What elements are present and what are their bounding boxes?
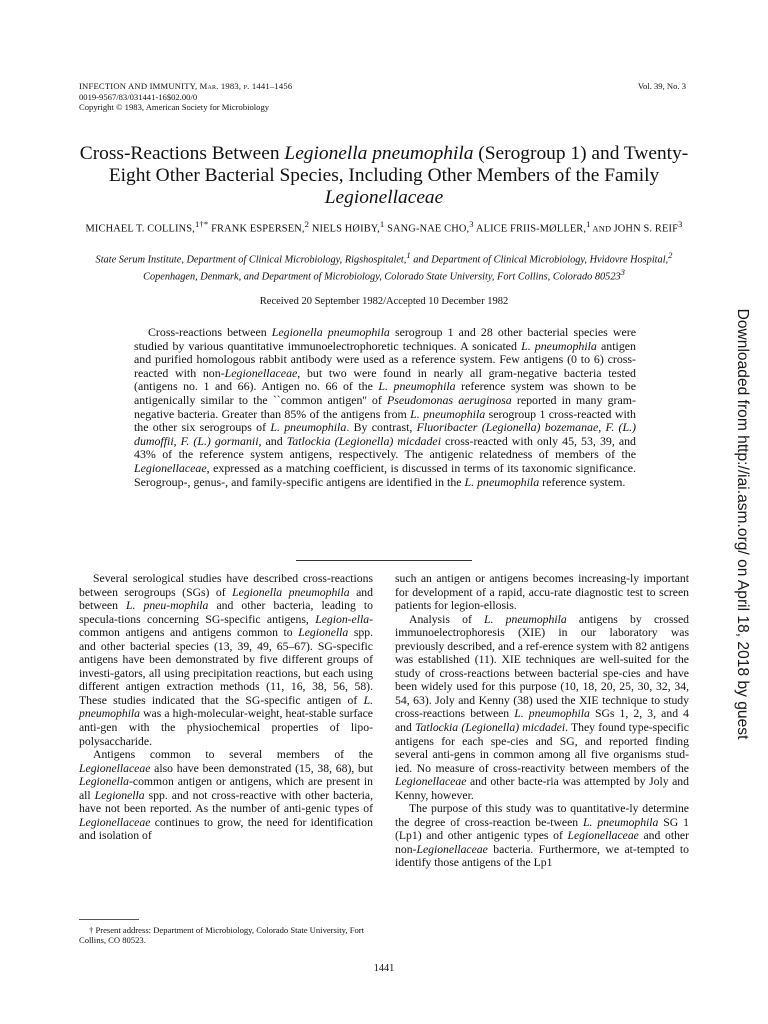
- body-paragraph: Analysis of L. pneumophila antigens by crossed immunoelectrophoresis (XIE) in our laboratory was previously described, and a ref-erence system with 82 antigens was established (11). XIE techniques are well-suited for the study of cross-reactions between bacterial spe-cies and have been widely used for this purpose (10, 18, 20, 25, 30, 32, 34, 54, 63). Joly and Kenny (38) used the XIE technique to study cross-reactions between L. pneumophila SGs 1, 2, 3, and 4 and Tatlockia (Legionella) micdadei. They found type-specific antigens for each spe-cies and SG, and reported finding several anti-gens in common among all five organisms stud-ied. No measure of cross-reactivity between members of the Legionellaceae and other bacte-ria was attempted by Joly and Kenny, however.: [395, 612, 689, 802]
- section-divider: [296, 560, 472, 561]
- journal-citation: INFECTION AND IMMUNITY, Mar. 1983, p. 1441–1456: [79, 81, 293, 91]
- footnote-divider: [79, 919, 139, 920]
- journal-issn: 0019-9567/83/031441-16$02.00/0: [79, 91, 198, 102]
- article-title: Cross-Reactions Between Legionella pneumophila (Serogroup 1) and Twenty-Eight Other Bacterial Species, Including Other Members of the Family Legionellaceae: [79, 143, 689, 208]
- copyright-line: Copyright © 1983, American Society for Microbiology: [79, 102, 270, 112]
- volume-number: Vol. 39, No. 3: [637, 81, 686, 91]
- body-column-left: [79, 572, 373, 843]
- abstract: [134, 326, 636, 489]
- author-affiliations: State Serum Institute, Department of Clinical Microbiology, Rigshospitalet,$^1$ and Department of Clinical Microbiology, Hvidovre Hospital,$^2$ Copenhagen, Denmark, and Department of Microbiology, Colorado State University, Fort Collins, Colorado 80523$^3$: [95, 250, 673, 283]
- download-watermark[interactable]: Downloaded from http://iai.asm.org/ on April 18, 2018 by guest: [734, 308, 751, 740]
- footnote: † Present address: Department of Microbiology, Colorado State University, Fort Collins, CO 80523.: [79, 925, 365, 946]
- page-number: 1441: [373, 963, 395, 974]
- body-column-right: [395, 572, 689, 870]
- body-paragraph: Several serological studies have described cross-reactions between serogroups (SGs) of Legionella pneumophila and between L. pneu-mophila and other bacteria, leading to specula-tions concerning SG-specific antigens, Legion-ella-common antigens and antigens common to Legionella spp. and other bacterial species (13, 39, 49, 65–67). SG-specific antigens have been demonstrated by five different groups of investi-gators, all using precipitation reactions, but each using different antigen extraction methods (11, 16, 38, 56, 58). These studies indicated that the SG-specific antigen of L. pneumophila was a high-molecular-weight, heat-stable surface anti-gen with the physiochemical properties of lipo-polysaccharide.: [79, 572, 373, 748]
- body-paragraph: such an antigen or antigens becomes increasing-ly important for development of a rapid, accu-rate diagnostic test to screen patients for legion-ellosis.: [395, 572, 689, 613]
- received-dates: Received 20 September 1982/Accepted 10 December 1982: [259, 296, 509, 307]
- abstract-paragraph: Cross-reactions between Legionella pneumophila serogroup 1 and 28 other bacterial species were studied by various quantitative immunoelectrophoretic techniques. A sonicated L. pneumophila antigen and purified homologous rabbit antibody were used as a reference system. Few antigens (0 to 6) cross-reacted with non-Legionellaceae, but two were found in nearly all gram-negative bacteria tested (antigens no. 1 and 66). Antigen no. 66 of the L. pneumophila reference system was shown to be antigenically similar to the ``common antigen'' of Pseudomonas aeruginosa reported in many gram-negative bacteria. Greater than 85% of the antigens from L. pneumophila serogroup 1 cross-reacted with the other six serogroups of L. pneumophila. By contrast, Fluoribacter (Legionella) bozemanae, F. (L.) dumoffii, F. (L.) gormanii, and Tatlockia (Legionella) micdadei cross-reacted with only 45, 53, 39, and 43% of the reference system antigens, respectively. The antigenic relatedness of members of the Legionellaceae, expressed as a matching coefficient, is discussed in terms of its taxonomic significance. Serogroup-, genus-, and family-specific antigens are identified in the L. pneumophila reference system.: [134, 325, 637, 489]
- body-paragraph: Antigens common to several members of the Legionellaceae also have been demonstrated (15, 38, 68), but Legionella-common antigen or antigens, which are present in all Legionella spp. and not cross-reactive with other bacteria, have not been reported. As the number of anti-genic types of Legionellaceae continues to grow, the need for identification and isolation of: [79, 748, 373, 843]
- body-paragraph: The purpose of this study was to quantitative-ly determine the degree of cross-reaction be-tween L. pneumophila SG 1 (Lp1) and other antigenic types of Legionellaceae and other non-Legionellaceae bacteria. Furthermore, we at-tempted to identify those antigens of the Lp1: [395, 802, 690, 870]
- journal-header: [79, 81, 419, 113]
- author-list: MICHAEL T. COLLINS,$^{1\dagger*}$ FRANK ESPERSEN,$^2$ NIELS HØIBY,$^1$ SANG-NAE CHO,$^3$ ALICE FRIIS-MØLLER,$^1$ AND JOHN S. REIF$^3$: [85, 219, 683, 235]
